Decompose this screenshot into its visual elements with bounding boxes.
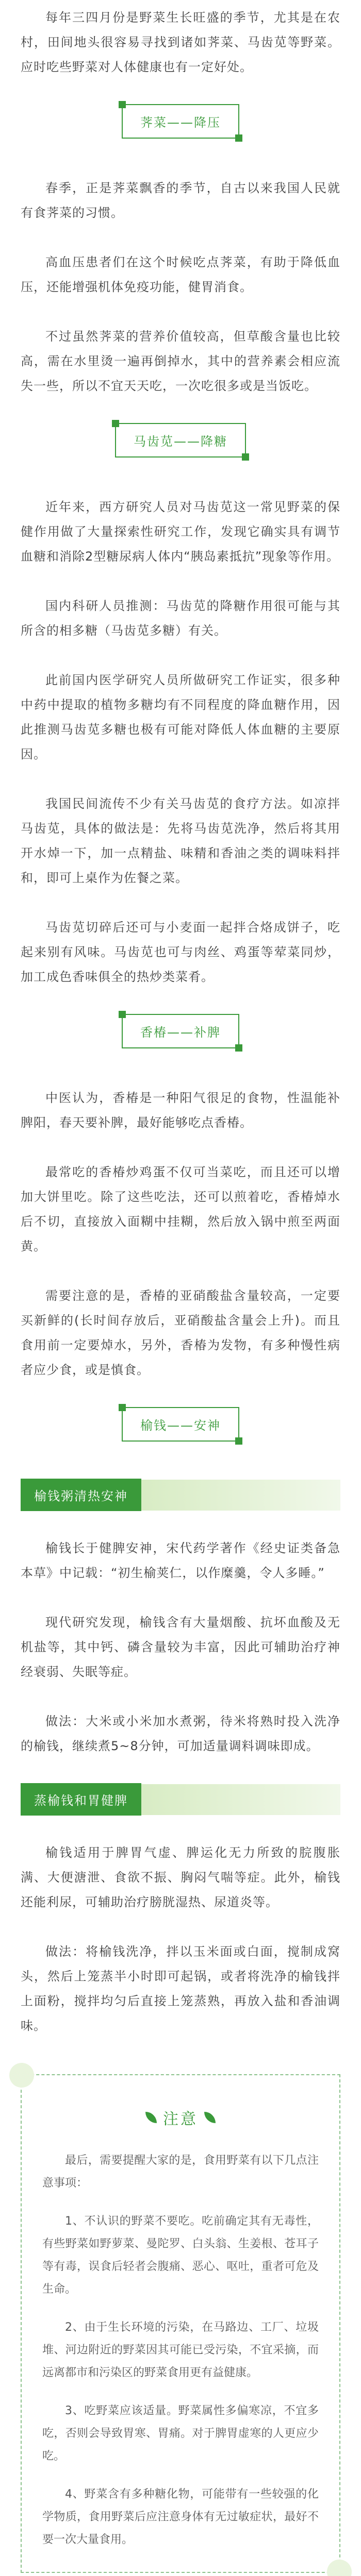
paragraph: 做法：将榆钱洗净，拌以玉米面或白面，搅制成窝头，然后上笼蒸半小时即可起锅，或者将洗净的榆钱拌上面粉，搅拌均匀后直接上笼蒸熟，再放入盐和香油调味。: [21, 1944, 340, 2033]
section-tag-wrap: [21, 423, 340, 457]
paragraph: 需要注意的是，香椿的亚硝酸盐含量较高，一定要买新鲜的(长时间存放后，亚硝酸盐含量会上升)。而且食用前一定要焯水，另外，香椿为发物，有多种慢性病者应少食，或是慎食。: [21, 1289, 340, 1377]
paragraph: 不过虽然荠菜的营养价值较高，但草酸含量也比较高，需在水里烫一遍再倒掉水，其中的营养素会相应流失一些，所以不宜天天吃，一次吃很多或是当饭吃。: [21, 329, 340, 393]
decorative-circle: [327, 2560, 352, 2576]
paragraph: 现代研究发现，榆钱含有大量烟酸、抗坏血酸及无机盐等，其中钙、磷含量较为丰富，因此可辅助治疗神经衰弱、失眠等症。: [21, 1615, 340, 1679]
paragraph: 榆钱适用于脾胃气虚、脾运化无力所致的脘腹胀满、大便溏泄、食欲不振、胸闷气喘等症。此外，榆钱还能利尿，可辅助治疗膀胱湿热、尿道炎等。: [21, 1845, 340, 1909]
paragraph: 春季，正是荠菜飘香的季节，自古以来我国人民就有食荠菜的习惯。: [21, 181, 340, 220]
paragraph: 此前国内医学研究人员所做研究工作证实，很多种中药中提取的植物多糖均有不同程度的降血糖作用，因此推测马齿苋多糖也极有可能对降低人体血糖的主要原因。: [21, 673, 340, 761]
sub-heading-label: 蒸榆钱和胃健脾: [21, 1783, 141, 1816]
notice-box: [21, 2074, 340, 2573]
notice-item: 1、不认识的野菜不要吃。吃前确定其有无毒性，有些野菜如野萝菜、曼陀罗、白头翁、生姜根、苍耳子等有毒，误食后轻者会腹痛、恶心、呕吐，重者可危及生命。: [42, 2215, 319, 2296]
paragraph: 中医认为，香椿是一种阳气很足的食物，性温能补脾阳，春天要补脾，最好能够吃点香椿。: [21, 1091, 340, 1130]
notice-item: 3、吃野菜应该适量。野菜属性多偏寒凉，不宜多吃，否则会导致胃寒、胃痛。对于脾胃虚寒的人更应少吃。: [42, 2404, 319, 2463]
paragraph: 国内科研人员推测：马齿苋的降糖作用很可能与其所含的相多糖（马齿苋多糖）有关。: [21, 599, 340, 638]
notice-title-wrap: [42, 2106, 319, 2129]
notice-item: 2、由于生长环境的污染，在马路边、工厂、垃圾堆、河边附近的野菜因其可能已受污染，不宜采摘，而远离都市和污染区的野菜食用更有益健康。: [42, 2321, 319, 2379]
paragraph: 最常吃的香椿炒鸡蛋不仅可当菜吃，而且还可以增加大饼里吃。除了这些吃法，还可以煎着吃，香椿焯水后不切，直接放入面糊中挂糊，然后放入锅中煎至两面黄。: [21, 1165, 340, 1253]
paragraph: 做法：大米或小米加水煮粥，待米将熟时投入洗净的榆钱，继续煮5~8分钟，可加适量调料调味即成。: [21, 1714, 340, 1753]
sub-heading-label: 榆钱粥清热安神: [21, 1479, 141, 1511]
notice-intro: 最后，需要提醒大家的是，食用野菜有以下几点注意事项：: [42, 2154, 319, 2190]
sub-heading-bar: [21, 1479, 340, 1511]
decorative-circle: [9, 2063, 34, 2088]
paragraph: 近年来，西方研究人员对马齿苋这一常见野菜的保健作用做了大量探索性研究工作，发现它确实具有调节血糖和消除2型糖尿病人体内“胰岛素抵抗”现象等作用。: [21, 500, 340, 564]
paragraph: 高血压患者们在这个时候吃点荠菜，有助于降低血压，还能增强机体免疫功能，健胃消食。: [21, 255, 340, 294]
leaf-icon: [204, 2112, 216, 2123]
section-tag-toona: 香椿——补脾: [122, 1014, 239, 1048]
section-tag-shepherds-purse: 荠菜——降压: [122, 104, 239, 139]
section-tag-wrap: [21, 1014, 340, 1048]
paragraph: 我国民间流传不少有关马齿苋的食疗方法。如凉拌马齿苋，具体的做法是：先将马齿苋洗净，然后将其用开水焯一下，加一点精盐、味精和香油之类的调味料拌和，即可上桌作为佐餐之菜。: [21, 796, 340, 885]
section-tag-elm-seed: 榆钱——安神: [122, 1407, 239, 1442]
sub-heading-fill: [141, 1784, 340, 1815]
sub-heading-bar: [21, 1783, 340, 1816]
paragraph: 榆钱长于健脾安神，宋代药学著作《经史证类备急本草》中记载：“初生榆荚仁，以作糜羹，令人多睡。”: [21, 1541, 340, 1580]
section-tag-wrap: [21, 104, 340, 139]
notice-title-text: 注意: [163, 2110, 198, 2128]
section-tag-wrap: [21, 1407, 340, 1442]
paragraph: 马齿苋切碎后还可与小麦面一起拌合烙成饼子，吃起来别有风味。马齿苋也可与肉丝、鸡蛋等荤菜同炒，加工成色香味俱全的热炒类菜肴。: [21, 920, 340, 984]
notice-item: 4、野菜含有多种糖化物，可能带有一些较强的化学物质，食用野菜后应注意身体有无过敏症状，最好不要一次大量食用。: [42, 2488, 319, 2546]
leaf-icon: [145, 2112, 157, 2123]
sub-heading-fill: [141, 1480, 340, 1511]
intro-paragraph: 每年三四月份是野菜生长旺盛的季节，尤其是在农村，田间地头很容易寻找到诸如荠菜、马齿苋等野菜。应时吃些野菜对人体健康也有一定好处。: [21, 10, 340, 74]
notice-title: [145, 2106, 216, 2129]
section-tag-purslane: 马齿苋——降糖: [115, 423, 246, 457]
